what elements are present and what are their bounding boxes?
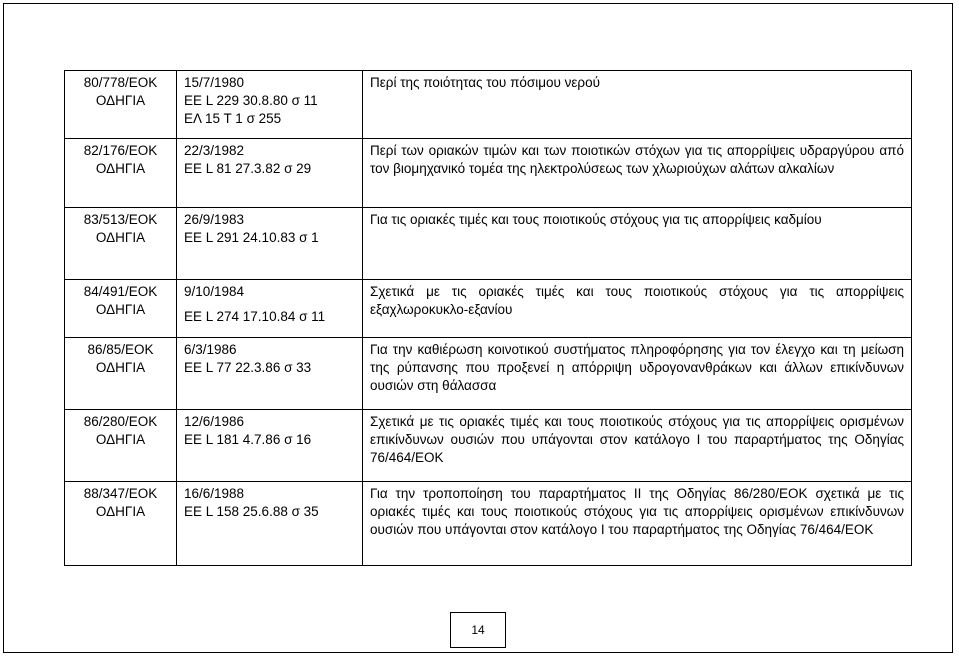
page-number: 14 — [450, 612, 506, 648]
directive-type: ΟΔΗΓΙΑ — [95, 93, 146, 108]
directive-number: 84/491/ΕΟΚ — [83, 284, 158, 299]
subject-cell: Για την καθιέρωση κοινοτικού συστήματος πληροφόρησης για τον έλεγχο και τη μείωση της ρύπανσης που προξενεί η απόρριψη υδρογονανθράκων και άλλων επικίνδυνων ουσιών στη θάλασσα — [363, 338, 912, 410]
directive-number: 80/778/ΕΟΚ — [83, 75, 158, 90]
directive-ref-cell — [65, 208, 177, 280]
oj-reference: EE L 181 4.7.86 σ 16 — [184, 432, 312, 447]
table-row — [65, 71, 912, 139]
adoption-date: 15/7/1980 — [184, 75, 245, 90]
publication-cell — [177, 280, 363, 338]
oj-reference: EE L 77 22.3.86 σ 33 — [184, 360, 312, 375]
directive-ref-cell — [65, 410, 177, 482]
directive-type: ΟΔΗΓΙΑ — [95, 230, 146, 245]
directive-number: 86/280/ΕΟΚ — [83, 414, 158, 429]
directive-type: ΟΔΗΓΙΑ — [95, 432, 146, 447]
subject-cell: Σχετικά με τις οριακές τιμές και τους ποιοτικούς στόχους για τις απορρίψεις ορισμένων επικίνδυνων ουσιών που υπάγονται στον κατάλογο Ι του παραρτήματος της Οδηγίας 76/464/ΕΟΚ — [363, 410, 912, 482]
publication-cell — [177, 71, 363, 139]
publication-cell — [177, 338, 363, 410]
directive-ref-cell — [65, 482, 177, 566]
publication-cell — [177, 139, 363, 208]
adoption-date: 6/3/1986 — [184, 342, 237, 357]
oj-reference: EE L 158 25.6.88 σ 35 — [184, 504, 319, 519]
adoption-date: 16/6/1988 — [184, 486, 245, 501]
subject-cell: Για την τροποποίηση του παραρτήματος II της Οδηγίας 86/280/ΕΟΚ σχετικά με τις οριακές τιμές και τους ποιοτικούς στόχους για τις απορρίψεις ορισμένων επικίνδυνων ουσιών που υπάγονται στον κατάλογο Ι του παραρτήματος της Οδηγίας 76/464/ΕΟΚ — [363, 482, 912, 566]
directive-ref-cell — [65, 280, 177, 338]
table-row — [65, 280, 912, 338]
oj-reference: EE L 229 30.8.80 σ 11 — [184, 93, 318, 108]
directive-ref-cell — [65, 139, 177, 208]
subject-cell: Για τις οριακές τιμές και τους ποιοτικούς στόχους για τις απορρίψεις καδμίου — [363, 208, 912, 280]
directive-number: 86/85/ΕΟΚ — [87, 342, 154, 357]
table-row — [65, 482, 912, 566]
table-row — [65, 139, 912, 208]
publication-cell — [177, 410, 363, 482]
directive-ref-cell — [65, 71, 177, 139]
directive-type: ΟΔΗΓΙΑ — [95, 302, 146, 317]
oj-reference: EE L 81 27.3.82 σ 29 — [184, 161, 312, 176]
directive-number: 83/513/ΕΟΚ — [83, 212, 158, 227]
adoption-date: 9/10/1984 — [184, 284, 245, 299]
adoption-date: 22/3/1982 — [184, 143, 245, 158]
publication-cell — [177, 482, 363, 566]
oj-reference: EE L 291 24.10.83 σ 1 — [184, 230, 319, 245]
table-row — [65, 208, 912, 280]
oj-reference-greek: ΕΛ 15 Τ 1 σ 255 — [184, 111, 282, 126]
directive-type: ΟΔΗΓΙΑ — [95, 161, 146, 176]
directives-table — [64, 70, 912, 566]
directive-number: 88/347/ΕΟΚ — [83, 486, 158, 501]
adoption-date: 12/6/1986 — [184, 414, 245, 429]
table-row — [65, 410, 912, 482]
subject-cell: Περί των οριακών τιμών και των ποιοτικών στόχων για τις απορρίψεις υδραργύρου από τον βιομηχανικό τομέα της ηλεκτρολύσεως των χλωριούχων αλάτων αλκαλίων — [363, 139, 912, 208]
directive-number: 82/176/ΕΟΚ — [83, 143, 158, 158]
directive-type: ΟΔΗΓΙΑ — [95, 360, 146, 375]
subject-cell: Περί της ποιότητας του πόσιμου νερού — [363, 71, 912, 139]
directive-type: ΟΔΗΓΙΑ — [95, 504, 146, 519]
adoption-date: 26/9/1983 — [184, 212, 245, 227]
directive-ref-cell — [65, 338, 177, 410]
subject-cell: Σχετικά με τις οριακές τιμές και τους ποιοτικούς στόχους για τις απορρίψεις εξαχλωροκυκλο-εξανίου — [363, 280, 912, 338]
table-row — [65, 338, 912, 410]
publication-cell — [177, 208, 363, 280]
oj-reference: EE L 274 17.10.84 σ 11 — [184, 309, 326, 324]
